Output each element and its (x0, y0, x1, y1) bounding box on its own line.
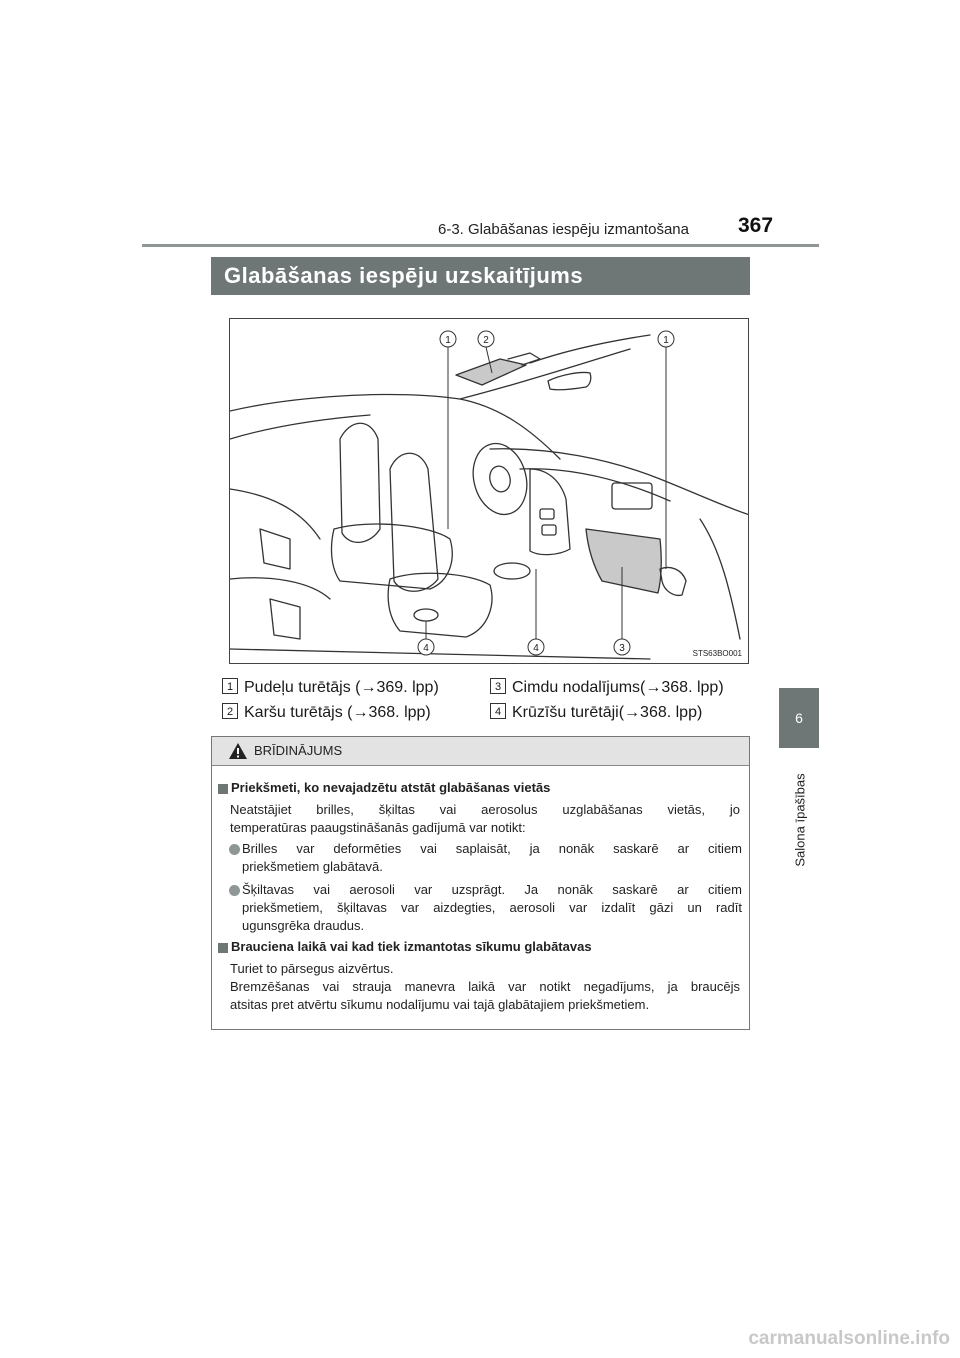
legend-num-4: 4 (490, 703, 506, 719)
section-title-bar (211, 257, 750, 295)
header-section-title: 6-3. Glabāšanas iespēju izmantošana (438, 221, 689, 238)
warning-para1-line2: temperatūras paaugstināšanās gadījumā var notikt: (230, 820, 526, 835)
header-divider (142, 244, 819, 247)
warning-heading-1: Priekšmeti, ko nevajadzētu atstāt glabāšanas vietās (231, 780, 551, 795)
square-bullet-icon (218, 784, 228, 794)
legend-item-1 (222, 678, 439, 697)
warning-para2-line2: Bremzēšanas vai strauja manevra laikā var notikt negadījums, ja braucējs (230, 979, 740, 994)
warning-title: BRĪDINĀJUMS (254, 743, 343, 758)
legend-text-1: Pudeļu turētājs (→369. lpp) (244, 679, 439, 696)
legend-item-2 (222, 703, 431, 722)
legend-text-3: Cimdu nodalījums(→368. lpp) (512, 679, 724, 696)
page-number: 367 (738, 214, 774, 237)
round-bullet-icon (229, 885, 240, 896)
warning-heading-2: Brauciena laikā vai kad tiek izmantotas sīkumu glabātavas (231, 939, 592, 954)
chapter-label (770, 760, 830, 880)
callout-1b: 1 (663, 335, 669, 346)
warning-para2-line1: Turiet to pārsegus aizvērtus. (230, 961, 394, 976)
chapter-tab: 6 (779, 688, 819, 748)
legend-num-1: 1 (222, 678, 238, 694)
square-bullet-icon (218, 943, 228, 953)
section-title: Glabāšanas iespēju uzskaitījums (224, 263, 584, 288)
figure-code: STS63BO001 (692, 649, 742, 658)
warning-bullet1-line2: priekšmetiem glabātavā. (242, 859, 383, 874)
callout-2: 2 (483, 335, 489, 346)
warning-triangle-icon (228, 742, 248, 760)
car-interior-drawing (230, 319, 749, 664)
warning-bullet2-line3: ugunsgrēka draudus. (242, 918, 365, 933)
callout-3: 3 (619, 643, 625, 654)
warning-bullet2-line2: priekšmetiem, šķiltavas var aizdegties, aerosoli var izdalīt gāzi un radīt (242, 900, 742, 915)
legend-item-3 (490, 678, 724, 697)
legend-num-2: 2 (222, 703, 238, 719)
warning-bullet1-line1: Brilles var deformēties vai saplaisāt, ja nonāk saskarē ar citiem (242, 841, 742, 856)
warning-box (211, 736, 750, 1030)
callout-4b: 4 (533, 643, 539, 654)
legend-text-2: Karšu turētājs (→368. lpp) (244, 704, 431, 721)
legend-num-3: 3 (490, 678, 506, 694)
callout-4a: 4 (423, 643, 429, 654)
chapter-label-text: Salona īpašības (792, 773, 808, 867)
callout-1a: 1 (445, 335, 451, 346)
round-bullet-icon (229, 844, 240, 855)
interior-illustration (229, 318, 749, 664)
warning-para1-line1: Neatstājiet brilles, šķiltas vai aerosolus uzglabāšanas vietās, jo (230, 802, 740, 817)
warning-bullet2-line1: Šķiltavas vai aerosoli var uzsprāgt. Ja nonāk saskarē ar citiem (242, 882, 742, 897)
legend-text-4: Krūzīšu turētāji(→368. lpp) (512, 704, 703, 721)
legend-item-4 (490, 703, 702, 722)
warning-para2-line3: atsitas pret atvērtu sīkumu nodalījumu vai tajā glabātajiem priekšmetiem. (230, 997, 650, 1012)
watermark: carmanualsonline.info (748, 1328, 950, 1349)
warning-header (212, 737, 749, 766)
